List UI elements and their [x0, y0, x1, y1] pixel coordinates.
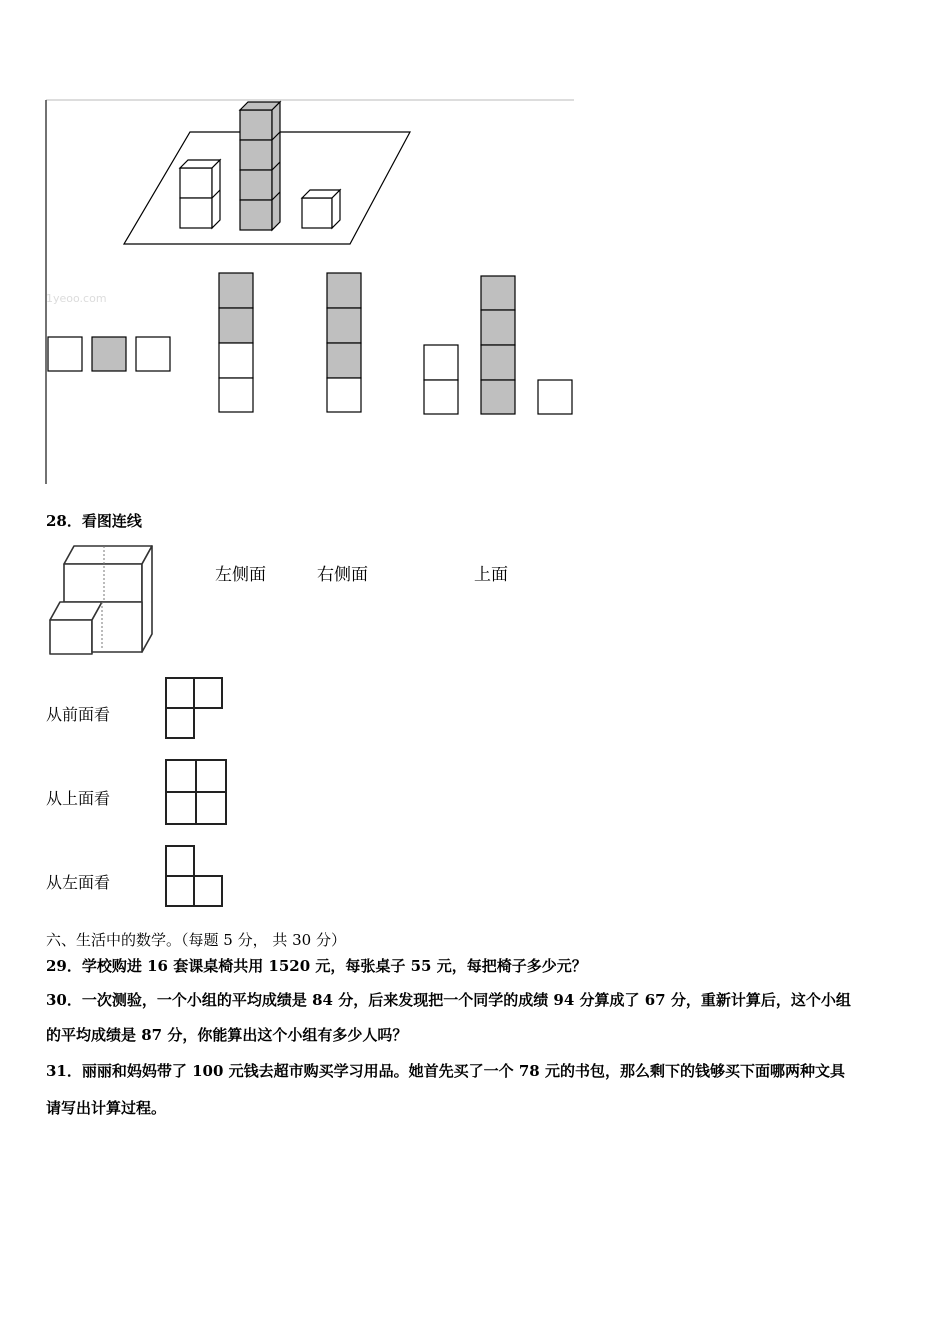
q28-solid-figure	[46, 542, 158, 660]
view-top	[424, 276, 572, 414]
view-label-front: 从前面看	[46, 705, 111, 724]
view-label-top: 从上面看	[46, 789, 111, 808]
label-left-side: 左侧面	[215, 565, 266, 585]
view-right-side	[327, 273, 361, 412]
question-31-line-1: 31．丽丽和妈妈带了 100 元钱去超市购买学习用品。她首先买了一个 78 元的书包，那么剩下的钱够买下面哪两种文具	[46, 1062, 845, 1080]
middle-cube-stack	[240, 102, 280, 230]
label-top: 上面	[474, 565, 508, 585]
question-30-line-2: 的平均成绩是 87 分，你能算出这个小组有多少人吗？	[46, 1026, 408, 1044]
view-front	[48, 337, 170, 371]
left-cube-stack	[180, 160, 220, 228]
right-cube	[302, 190, 340, 228]
view-label-left: 从左面看	[46, 873, 111, 892]
q28-view-shape-2	[164, 758, 228, 826]
section-6-heading: 六、生活中的数学。（每题 5 分， 共 30 分）	[46, 931, 346, 949]
question-30-line-1: 30．一次测验，一个小组的平均成绩是 84 分，后来发现把一个同学的成绩 94 分算成了 67 分，重新计算后，这个小组	[46, 991, 851, 1009]
question-31-line-2: 请写出计算过程。	[46, 1099, 167, 1117]
question-29: 29．学校购进 16 套课桌椅共用 1520 元，每张桌子 55 元，每把椅子多少元？	[46, 957, 587, 975]
q28-view-shape-3	[164, 844, 226, 910]
view-left-side	[219, 273, 253, 412]
watermark: 1yeoo.com	[46, 292, 107, 305]
cube-views-drawing	[44, 98, 576, 486]
q28-title: 28．看图连线	[46, 512, 142, 530]
q28-view-shape-1	[164, 676, 224, 742]
label-right-side: 右侧面	[317, 565, 368, 585]
